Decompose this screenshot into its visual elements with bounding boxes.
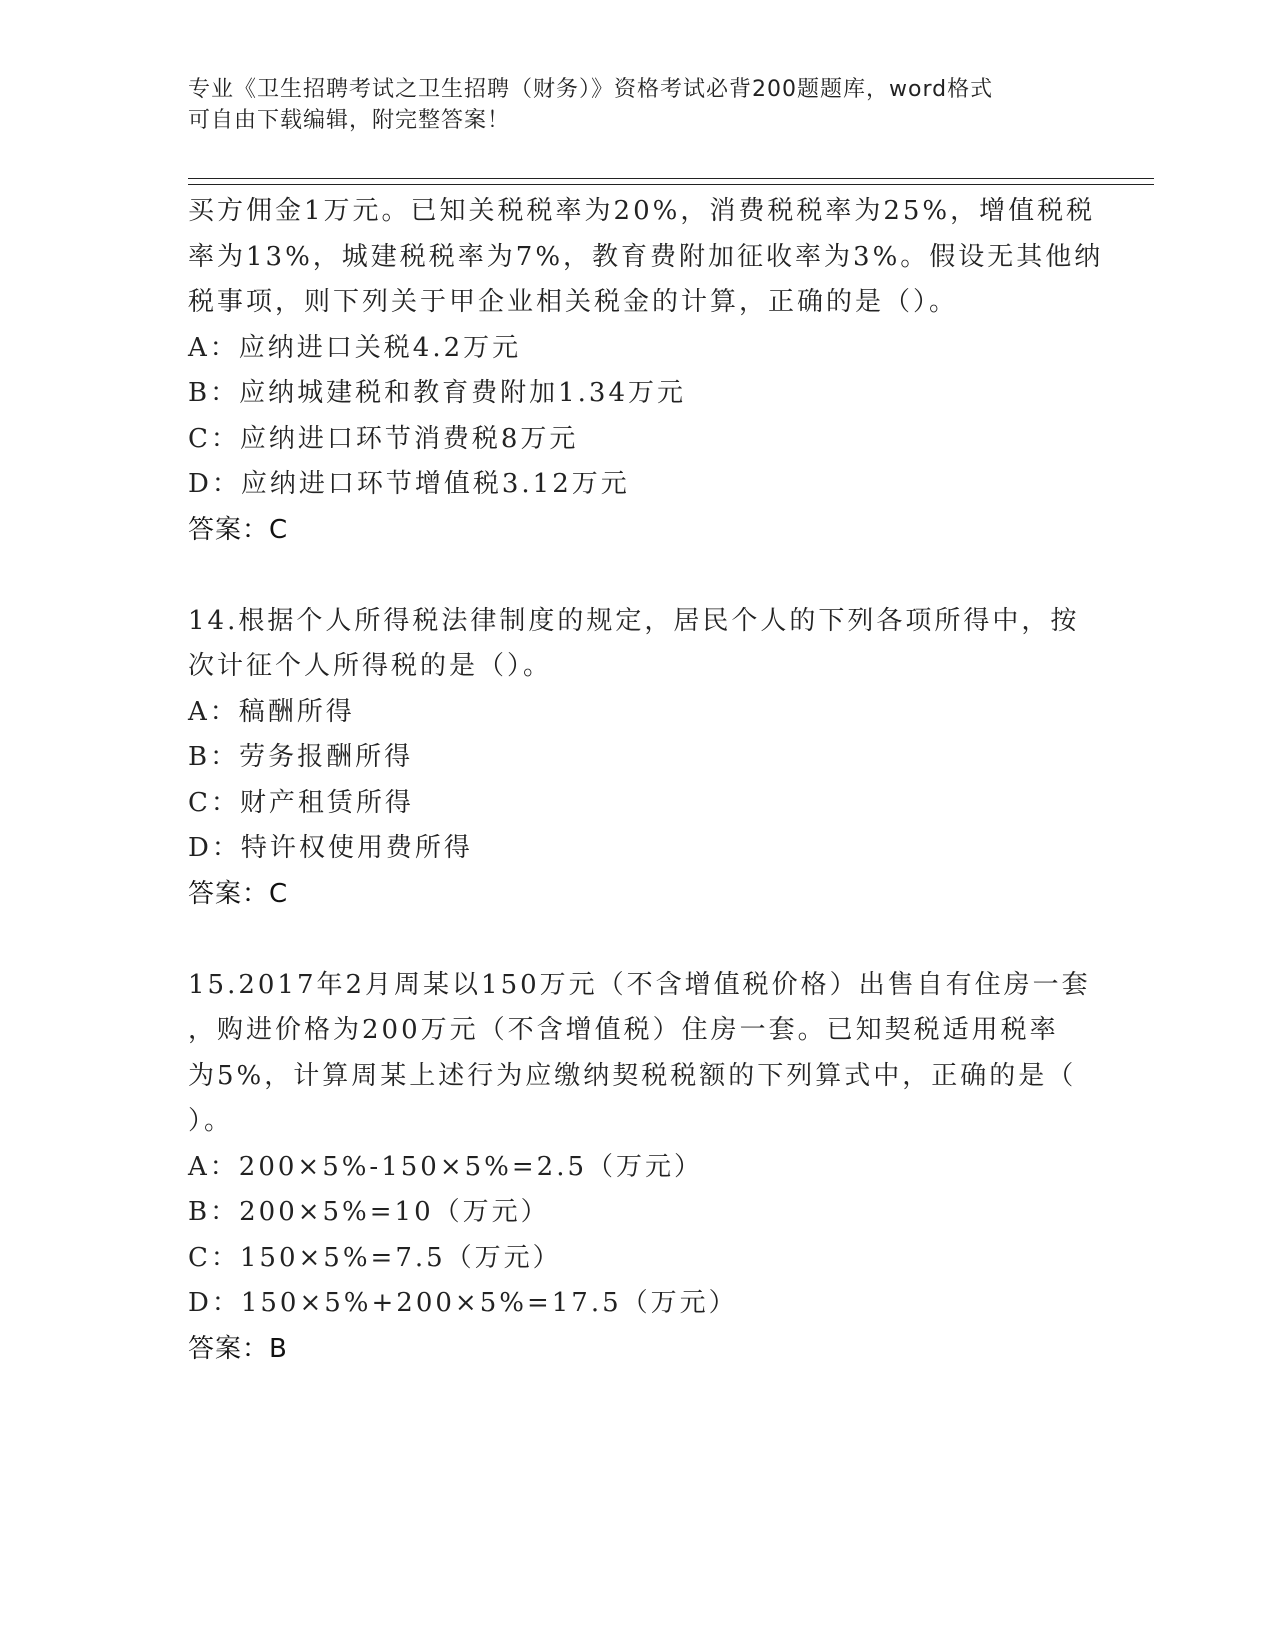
question-text-line: 14.根据个人所得税法律制度的规定，居民个人的下列各项所得中，按	[188, 605, 1080, 636]
question-text-line: 为5%，计算周某上述行为应缴纳契税税额的下列算式中，正确的是（	[188, 1060, 1077, 1091]
option-b: B：应纳城建税和教育费附加1.34万元	[188, 378, 686, 408]
question-13	[188, 189, 1104, 553]
spacer	[188, 553, 1088, 599]
question-text-line: 次计征个人所得税的是（）。	[188, 651, 553, 681]
answer-label: 答案：B	[188, 1333, 288, 1364]
header-divider-bottom	[188, 184, 1154, 185]
option-c: C：应纳进口环节消费税8万元	[188, 423, 579, 454]
question-15	[188, 963, 1091, 1373]
option-c: C：财产租赁所得	[188, 787, 414, 818]
header-title-line-1: 专业《卫生招聘考试之卫生招聘（财务）》资格考试必背200题题库，word格式	[188, 77, 994, 102]
answer-label: 答案：C	[188, 514, 289, 545]
answer-label: 答案：C	[188, 878, 289, 909]
header-title-line-2: 可自由下载编辑，附完整答案！	[188, 108, 511, 133]
question-14	[188, 599, 1088, 918]
question-text-line: 买方佣金1万元。已知关税税率为20%，消费税税率为25%，增值税税	[188, 196, 1096, 226]
header-divider-top	[188, 178, 1154, 179]
option-b: B：劳务报酬所得	[188, 742, 414, 772]
option-a: A：稿酬所得	[188, 696, 355, 727]
option-d: D：应纳进口环节增值税3.12万元	[188, 469, 630, 499]
question-text-line: 率为13%，城建税税率为7%，教育费附加征收率为3%。假设无其他纳	[188, 241, 1104, 272]
document-body	[188, 189, 1104, 1372]
option-a: A：应纳进口关税4.2万元	[188, 332, 522, 363]
question-text-line: ）。	[188, 1106, 234, 1136]
option-d: D：150×5%+200×5%=17.5（万元）	[188, 1288, 738, 1318]
spacer	[188, 917, 1088, 963]
question-text-line: 15.2017年2月周某以150万元（不含增值税价格）出售自有住房一套	[188, 969, 1091, 1000]
option-a: A：200×5%-150×5%=2.5（万元）	[188, 1151, 704, 1182]
option-c: C：150×5%=7.5（万元）	[188, 1242, 562, 1273]
question-text-line: 税事项，则下列关于甲企业相关税金的计算，正确的是（）。	[188, 287, 959, 317]
option-b: B：200×5%=10（万元）	[188, 1197, 550, 1227]
document-header	[188, 74, 1088, 136]
option-d: D：特许权使用费所得	[188, 833, 473, 863]
question-text-line: ，购进价格为200万元（不含增值税）住房一套。已知契税适用税率	[188, 1015, 1059, 1045]
